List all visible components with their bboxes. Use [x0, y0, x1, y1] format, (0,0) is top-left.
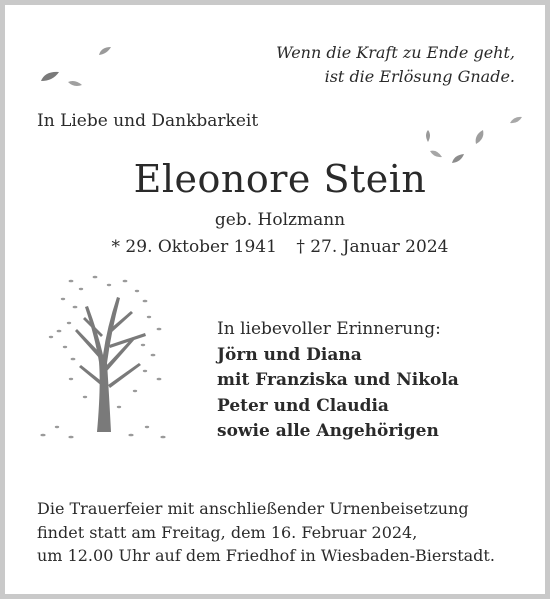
leaf-icon: [97, 45, 113, 57]
motto-line-1: Wenn die Kraft zu Ende geht,: [276, 43, 515, 62]
death-date: † 27. Januar 2024: [296, 237, 449, 257]
mourner-name: Jörn und Diana: [217, 344, 362, 365]
leaf-icon: [39, 69, 61, 83]
tree-icon: [35, 267, 185, 447]
deceased-name: Eleonore Stein: [133, 157, 427, 201]
leaf-icon: [423, 129, 433, 143]
mourners-lead: In liebevoller Erinnerung:: [217, 319, 441, 339]
leaf-icon: [473, 129, 485, 145]
life-dates: [5, 237, 550, 257]
motto-line-2: ist die Erlösung Gnade.: [324, 67, 515, 86]
mourner-name: mit Franziska und Nikola: [217, 370, 459, 390]
motto-quote: [276, 41, 515, 89]
notice-line-3: um 12.00 Uhr auf dem Friedhof in Wiesbaden-Bierstadt.: [37, 546, 495, 565]
leaf-icon: [67, 79, 83, 89]
mourner-name: sowie alle Angehörigen: [217, 421, 439, 441]
leaf-icon: [509, 115, 523, 125]
intro-text: In Liebe und Dankbarkeit: [37, 111, 259, 131]
birth-date: * 29. Oktober 1941: [111, 237, 277, 257]
notice-line-2: findet statt am Freitag, dem 16. Februar 2024,: [37, 522, 418, 542]
birth-name: geb. Holzmann: [214, 210, 346, 230]
mourner-name: Peter und Claudia: [217, 395, 389, 416]
funeral-notice: [37, 497, 495, 568]
mourners-block: [217, 317, 459, 445]
notice-line-1: Die Trauerfeier mit anschließender Urnenbeisetzung: [37, 499, 469, 518]
